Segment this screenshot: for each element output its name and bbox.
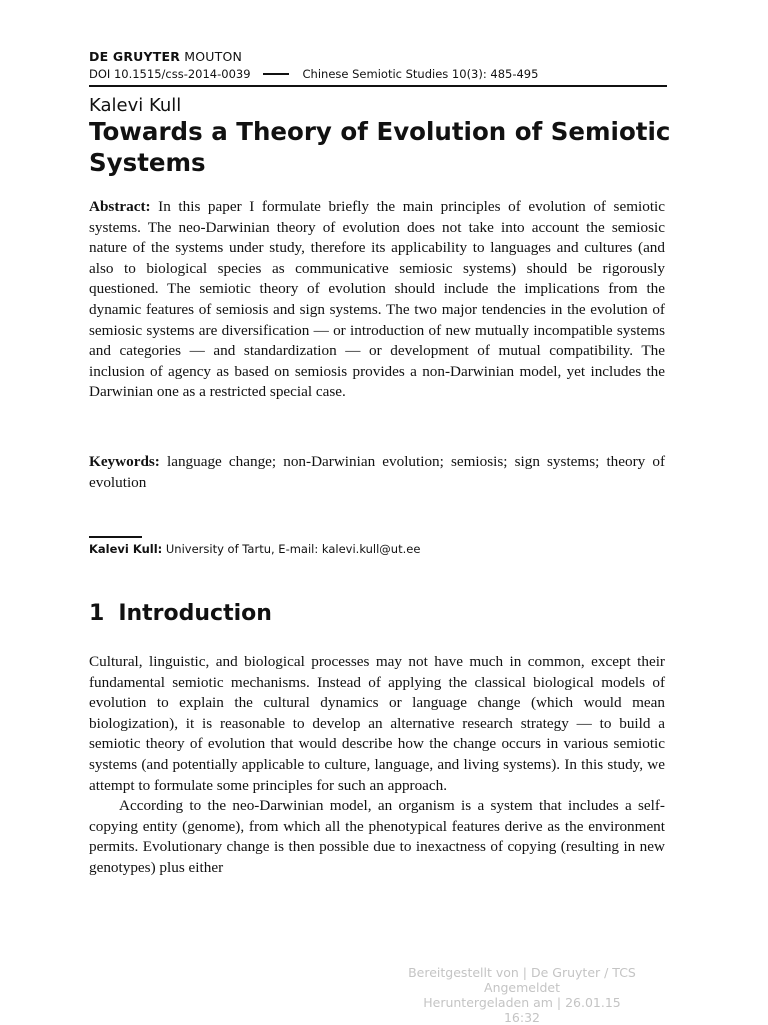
journal-citation: Chinese Semiotic Studies 10(3): 485-495: [302, 67, 539, 81]
publisher-imprint: MOUTON: [184, 49, 243, 64]
header-rule: [89, 85, 667, 87]
keywords-label: Keywords:: [89, 453, 160, 470]
article-title: Towards a Theory of Evolution of Semiotic Systems: [89, 117, 671, 177]
footnote-affiliation: University of Tartu, E-mail: kalevi.kull@ut.ee: [165, 542, 421, 556]
section-heading: [89, 601, 272, 626]
section-title: Introduction: [118, 601, 272, 626]
watermark-line: Angemeldet: [484, 980, 560, 995]
footnote-rule: [89, 536, 142, 538]
footnote-author: Kalevi Kull:: [89, 542, 163, 556]
watermark-line: Bereitgestellt von | De Gruyter / TCS: [408, 965, 636, 980]
publisher-name: DE GRUYTER: [89, 49, 181, 64]
abstract-text: In this paper I formulate briefly the main principles of evolution of semiotic systems. The neo-Darwinian theory of evolution does not take into account the semiosic nature of the systems under study, therefore its applicability to languages and cultures (and also to biological species as communicative semiosic systems) should be rigorously questioned. The semiotic theory of evolution should include the implications from the dynamic features of semiosis and sign systems. The two major tendencies in the evolution of semiosic systems are diversification — or introduction of new mutually incompatible systems and categories — and standardization — or development of mutual compatibility. The inclusion of agency as based on semiosis provides a non-Darwinian model, yet includes the Darwinian one as a restricted special case.: [89, 198, 666, 401]
section-body: [89, 652, 665, 879]
author-affiliation-footnote: [89, 542, 420, 556]
article-author: Kalevi Kull: [89, 95, 182, 116]
citation-line: [89, 67, 667, 81]
keywords-text: language change; non-Darwinian evolution; semiosis; sign systems; theory of evolution: [89, 453, 665, 491]
watermark-line: Heruntergeladen am | 26.01.15 16:32: [423, 995, 621, 1025]
doi: DOI 10.1515/css-2014-0039: [89, 67, 251, 81]
keywords: [89, 452, 665, 493]
section-number: 1: [89, 601, 105, 626]
paragraph: According to the neo-Darwinian model, an organism is a system that includes a self-copying entity (genome), from which all the phenotypical features derive as the environment permits. Evolutionary change is then possible due to inexactness of copying (resulting in new genotypes) plus either: [89, 797, 665, 876]
abstract-label: Abstract:: [89, 198, 151, 215]
download-watermark: [404, 965, 640, 1025]
paragraph: Cultural, linguistic, and biological processes may not have much in common, except their fundamental semiotic mechanisms. Instead of applying the classical biological models of evolution to explain the cultural dynamics or language change (which would mean biologization), it is reasonable to develop an alternative research strategy — to build a semiotic theory of evolution that would describe how the change occurs in various semiotic systems (and potentially applicable to culture, language, and living systems). In this study, we attempt to formulate some principles for such an approach.: [89, 653, 665, 794]
abstract: [89, 197, 665, 403]
citation-separator: [263, 73, 289, 75]
publisher-logo: [89, 49, 242, 64]
